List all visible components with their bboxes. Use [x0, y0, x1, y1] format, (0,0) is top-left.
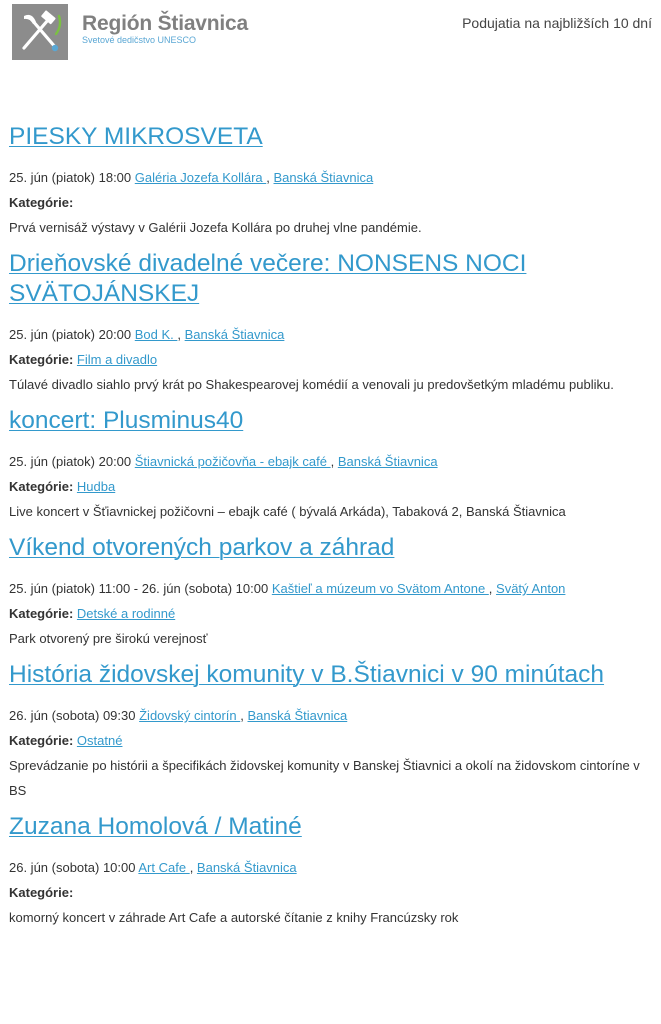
event-item — [9, 122, 653, 240]
event-categories — [9, 880, 653, 905]
category-label: Kategórie: — [9, 352, 74, 367]
event-title-link[interactable]: História židovskej komunity v B.Štiavnici v 90 minútach — [9, 661, 605, 688]
event-venue-link[interactable]: Štiavnická požičovňa - ebajk café — [134, 454, 331, 469]
event-title-link[interactable]: Víkend otvorených parkov a záhrad — [9, 534, 395, 561]
event-meta: 25. jún (piatok) 18:00 Galéria Jozefa Kollára , Banská Štiavnica — [9, 170, 374, 185]
category-label: Kategórie: — [9, 885, 74, 900]
category-label: Kategórie: — [9, 733, 74, 748]
category-link[interactable]: Ostatné — [76, 733, 123, 748]
event-venue-link[interactable]: Bod K. — [134, 327, 178, 342]
event-venue-link[interactable]: Židovský cintorín — [139, 708, 241, 723]
category-link[interactable]: Detské a rodinné — [76, 606, 176, 621]
event-meta: 25. jún (piatok) 11:00 - 26. jún (sobota) 10:00 Kaštieľ a múzeum vo Svätom Antone , Svätý Anton — [9, 581, 566, 596]
category-label: Kategórie: — [9, 195, 74, 210]
event-description: Túlavé divadlo siahlo prvý krát po Shakespearovej komédií a venovali ju predovšetkým mladému publiku. — [9, 377, 614, 392]
event-city-link[interactable]: Banská Štiavnica — [247, 708, 348, 723]
event-venue-link[interactable]: Art Cafe — [138, 860, 190, 875]
logo-title: Región Štiavnica — [82, 12, 249, 35]
category-link[interactable]: Film a divadlo — [76, 352, 158, 367]
logo-text[interactable] — [82, 12, 248, 45]
event-item — [9, 533, 653, 651]
event-item — [9, 406, 653, 524]
upcoming-events-heading: Podujatia na najbližších 10 dní — [462, 15, 652, 31]
event-date: 26. jún (sobota) 09:30 — [9, 708, 136, 723]
event-item — [9, 249, 653, 397]
event-categories — [9, 347, 653, 372]
event-title-link[interactable]: koncert: Plusminus40 — [9, 407, 244, 434]
event-title-link[interactable]: Zuzana Homolová / Matiné — [9, 813, 302, 840]
event-description: Park otvorený pre širokú verejnosť — [9, 631, 208, 646]
event-date: 25. jún (piatok) 11:00 - 26. jún (sobota) 10:00 — [9, 581, 269, 596]
event-categories — [9, 190, 653, 215]
event-venue-link[interactable]: Kaštieľ a múzeum vo Svätom Antone — [271, 581, 489, 596]
event-item — [9, 812, 653, 930]
event-meta: 25. jún (piatok) 20:00 Bod K. , Banská Štiavnica — [9, 327, 285, 342]
event-venue-link[interactable]: Galéria Jozefa Kollára — [134, 170, 267, 185]
event-city-link[interactable]: Banská Štiavnica — [337, 454, 438, 469]
event-categories — [9, 474, 653, 499]
event-date: 25. jún (piatok) 18:00 — [9, 170, 132, 185]
hammer-pick-emblem-icon — [12, 4, 68, 60]
logo-subtitle: Svetové dedičstvo UNESCO — [82, 35, 197, 45]
event-date: 25. jún (piatok) 20:00 — [9, 454, 132, 469]
category-label: Kategórie: — [9, 606, 74, 621]
category-link[interactable]: Hudba — [76, 479, 116, 494]
page-header — [0, 0, 661, 70]
event-title-link[interactable]: Drieňovské divadelné večere: NONSENS NOCI SVÄTOJÁNSKEJ — [9, 250, 527, 307]
event-city-link[interactable]: Svätý Anton — [496, 581, 566, 596]
event-categories — [9, 728, 653, 753]
event-categories — [9, 601, 653, 626]
event-date: 26. jún (sobota) 10:00 — [9, 860, 136, 875]
event-description: Sprevádzanie po histórii a špecifikách židovskej komunity v Banskej Štiavnici a okolí na židovskom cintoríne v BS — [9, 758, 640, 798]
event-description: Live koncert v Šťiavnickej požičovni – ebajk café ( bývalá Arkáda), Tabaková 2, Banská Štiavnica — [9, 504, 566, 519]
region-logo-icon[interactable] — [12, 4, 68, 60]
event-list — [9, 122, 653, 939]
event-date: 25. jún (piatok) 20:00 — [9, 327, 132, 342]
event-city-link[interactable]: Banská Štiavnica — [196, 860, 297, 875]
event-description: Prvá vernisáž výstavy v Galérii Jozefa Kollára po druhej vlne pandémie. — [9, 220, 422, 235]
event-item — [9, 660, 653, 803]
event-description: komorný koncert v záhrade Art Cafe a autorské čítanie z knihy Francúzsky rok — [9, 910, 459, 925]
event-meta: 26. jún (sobota) 10:00 Art Cafe , Banská Štiavnica — [9, 860, 297, 875]
event-city-link[interactable]: Banská Štiavnica — [273, 170, 374, 185]
event-meta: 25. jún (piatok) 20:00 Štiavnická požičovňa - ebajk café , Banská Štiavnica — [9, 454, 438, 469]
event-city-link[interactable]: Banská Štiavnica — [184, 327, 285, 342]
category-label: Kategórie: — [9, 479, 74, 494]
event-title-link[interactable]: PIESKY MIKROSVETA — [9, 123, 263, 150]
event-meta: 26. jún (sobota) 09:30 Židovský cintorín , Banská Štiavnica — [9, 708, 348, 723]
